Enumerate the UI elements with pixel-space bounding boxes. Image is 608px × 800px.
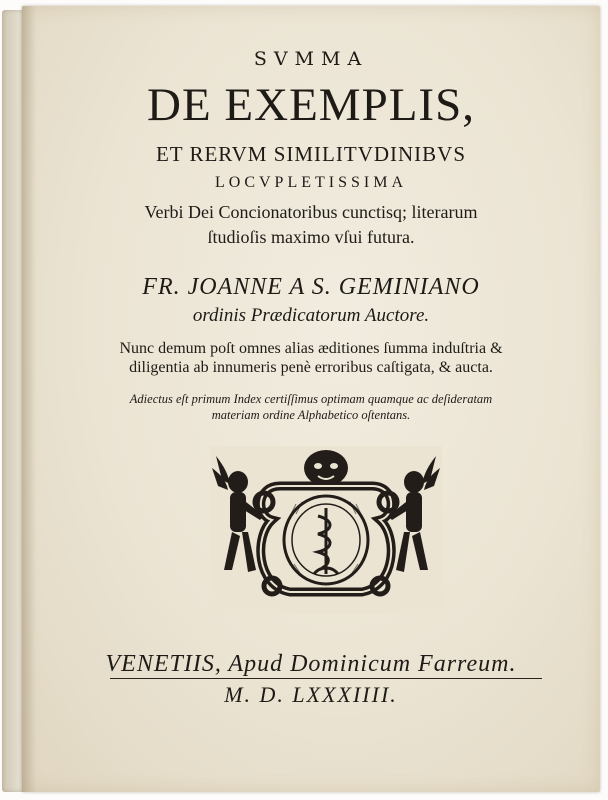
grotesque-mask-icon [304,450,348,486]
title-de-exemplis: DE EXEMPLIS, [147,79,475,131]
index-note-line-1: Adiectus eſt primum Index certiſſimus optimam quamque ac deſideratam [129,392,493,406]
title-et-rerum: ET RERVM SIMILITVDINIBVS [155,142,467,166]
edition-note-line-1: Nunc demum poſt omnes alias æditiones ſumma induſtria & [119,340,503,357]
index-note-line-2: materiam ordine Alphabetico oſtentans. [211,408,411,422]
imprint-place-printer: VENETIIS, Apud Dominicum Farreum. [105,651,517,677]
subtitle-studiosis: ſtudioſis maximo vſui futura. [207,227,415,247]
imprint-date: M. D. LXXXIIII. [224,682,398,707]
subtitle-verbi-dei: Verbi Dei Concionatoribus cunctisq; literarum [144,202,478,222]
edition-note-line-2: diligentia ab innumeris penè erroribus caſtigata, & aucta. [129,359,493,376]
imprint-rule [110,678,542,679]
title-locupletissima: LOCVPLETISSIMA [214,174,407,191]
author-order: ordinis Prædicatorum Auctore. [192,305,430,326]
title-page [22,6,600,792]
printers-device-woodcut [210,446,442,614]
author-name: FR. JOANNE A S. GEMINIANO [142,274,480,300]
title-summa: SVMMA [253,48,369,70]
